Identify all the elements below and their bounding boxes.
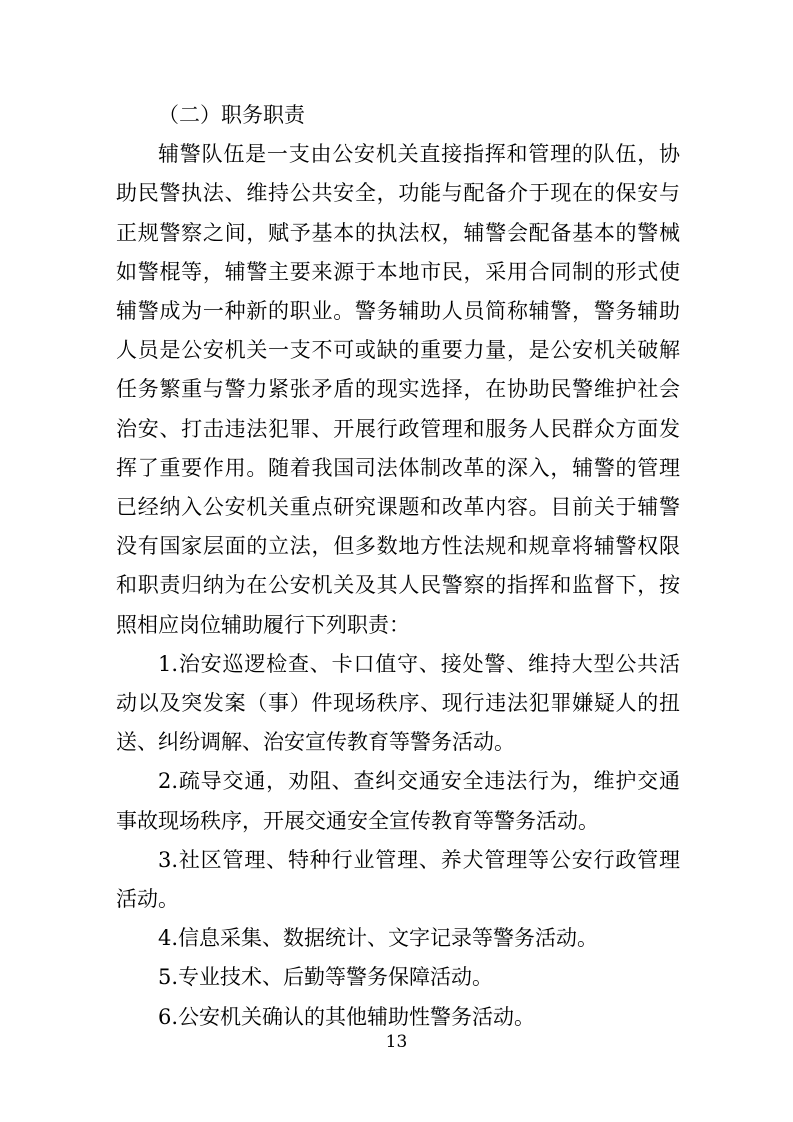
- duty-list-item-1: 1.治安巡逻检查、卡口值守、接处警、维持大型公共活动以及突发案（事）件现场秩序、现行违法犯罪嫌疑人的扭送、纠纷调解、治安宣传教育等警务活动。: [116, 651, 680, 755]
- duty-list-item-6: 6.公安机关确认的其他辅助性警务活动。: [158, 1004, 536, 1029]
- body-text: [116, 96, 680, 1037]
- duty-list-item-2: 2.疏导交通，劝阻、查纠交通安全违法行为，维护交通事故现场秩序，开展交通安全宣传教育等警务活动。: [116, 769, 680, 833]
- duty-list-item-5: 5.专业技术、后勤等警务保障活动。: [158, 965, 494, 990]
- section-heading: （二）职务职责: [158, 103, 305, 127]
- duty-list-item-4: 4.信息采集、数据统计、文字记录等警务活动。: [158, 926, 599, 951]
- duty-list-item-3: 3.社区管理、特种行业管理、养犬管理等公安行政管理活动。: [116, 847, 680, 912]
- page-number: 13: [385, 1032, 408, 1052]
- body-paragraph: 辅警队伍是一支由公安机关直接指挥和管理的队伍，协助民警执法、维持公共安全，功能与配备介于现在的保安与正规警察之间，赋予基本的执法权，辅警会配备基本的警械如警棍等，辅警主要来源于本地市民，采用合同制的形式使辅警成为一种新的职业。警务辅助人员简称辅警，警务辅助人员是公安机关一支不可或缺的重要力量，是公安机关破解任务繁重与警力紧张矛盾的现实选择，在协助民警维护社会治安、打击违法犯罪、开展行政管理和服务人民群众方面发挥了重要作用。随着我国司法体制改革的深入，辅警的管理已经纳入公安机关重点研究课题和改革内容。目前关于辅警没有国家层面的立法，但多数地方性法规和规章将辅警权限和职责归纳为在公安机关及其人民警察的指挥和监督下，按照相应岗位辅助履行下列职责：: [116, 142, 680, 637]
